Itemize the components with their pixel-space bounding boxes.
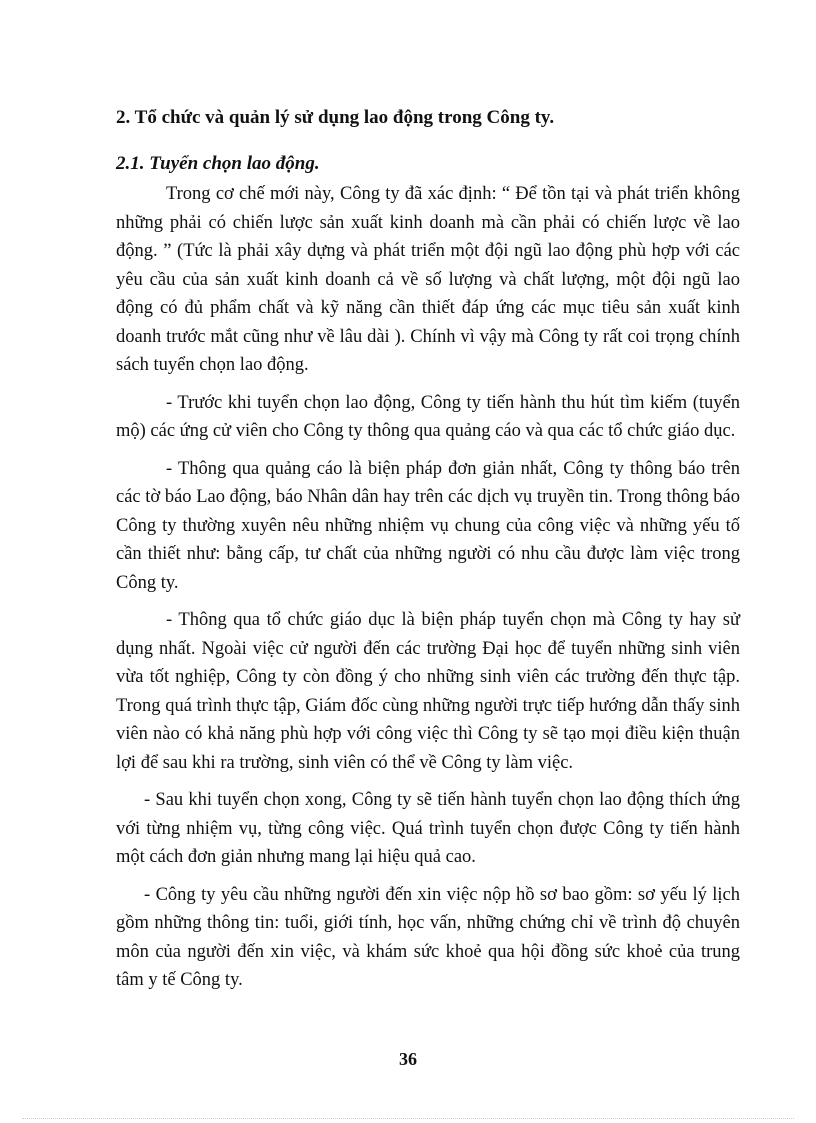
paragraph-advertising: - Thông qua quảng cáo là biện pháp đơn giản nhất, Công ty thông báo trên các tờ báo Lao động, báo Nhân dân hay trên các dịch vụ truyền tin. Trong thông báo Công ty thường xuyên nêu những nhiệm vụ chung của công việc và những yếu tố cần thiết như: bằng cấp, tư chất của những người có nhu cầu được làm việc trong Công ty. [116, 458, 740, 593]
section-title: 2. Tổ chức và quản lý sử dụng lao động trong Công ty. [116, 107, 555, 128]
paragraph-education-institutions: - Thông qua tổ chức giáo dục là biện pháp tuyển chọn mà Công ty hay sử dụng nhất. Ngoài việc cử người đến các trường Đại học để tuyển những sinh viên vừa tốt nghiệp, Công ty còn đồng ý cho những sinh viên các trường đến thực tập. Trong quá trình thực tập, Giám đốc cùng những người trực tiếp hướng dẫn thấy sinh viên nào có khả năng phù hợp với công việc thì Công ty sẽ tạo mọi điều kiện thuận lợi để sau khi ra trường, sinh viên có thể về Công ty làm việc. [116, 610, 740, 773]
paragraph-recruitment-sourcing: - Trước khi tuyển chọn lao động, Công ty tiến hành thu hút tìm kiếm (tuyển mộ) các ứng cử viên cho Công ty thông qua quảng cáo và qua các tổ chức giáo dục. [116, 392, 740, 441]
paragraph-selection: - Sau khi tuyển chọn xong, Công ty sẽ tiến hành tuyển chọn lao động thích ứng với từng nhiệm vụ, từng công việc. Quá trình tuyển chọn được Công ty tiến hành một cách đơn giản nhưng mang lại hiệu quả cao. [116, 790, 740, 867]
subsection-title: 2.1. Tuyển chọn lao động. [116, 153, 320, 174]
page-bottom-divider [22, 1118, 794, 1119]
paragraph-application-documents: - Công ty yêu cầu những người đến xin việc nộp hồ sơ bao gồm: sơ yếu lý lịch gồm những thông tin: tuổi, giới tính, học vấn, những chứng chỉ về trình độ chuyên môn của người đến xin việc, và khám sức khoẻ qua hội đồng sức khoẻ của trung tâm y tế Công ty. [116, 884, 740, 990]
document-page [116, 100, 740, 995]
page-number: 36 [399, 1049, 417, 1069]
intro-paragraph: Trong cơ chế mới này, Công ty đã xác định: “ Để tồn tại và phát triển không những phải có chiến lược sản xuất kinh doanh mà cần phải có chiến lược về lao động. ” (Tức là phải xây dựng và phát triển một đội ngũ lao động phù hợp với các yêu cầu của sản xuất kinh doanh cả về số lượng và chất lượng, một đội ngũ lao động có đủ phẩm chất và kỹ năng cần thiết đáp ứng các mục tiêu sản xuất kinh doanh trước mắt cũng như về lâu dài ). Chính vì vậy mà Công ty rất coi trọng chính sách tuyển chọn lao động. [116, 184, 740, 375]
